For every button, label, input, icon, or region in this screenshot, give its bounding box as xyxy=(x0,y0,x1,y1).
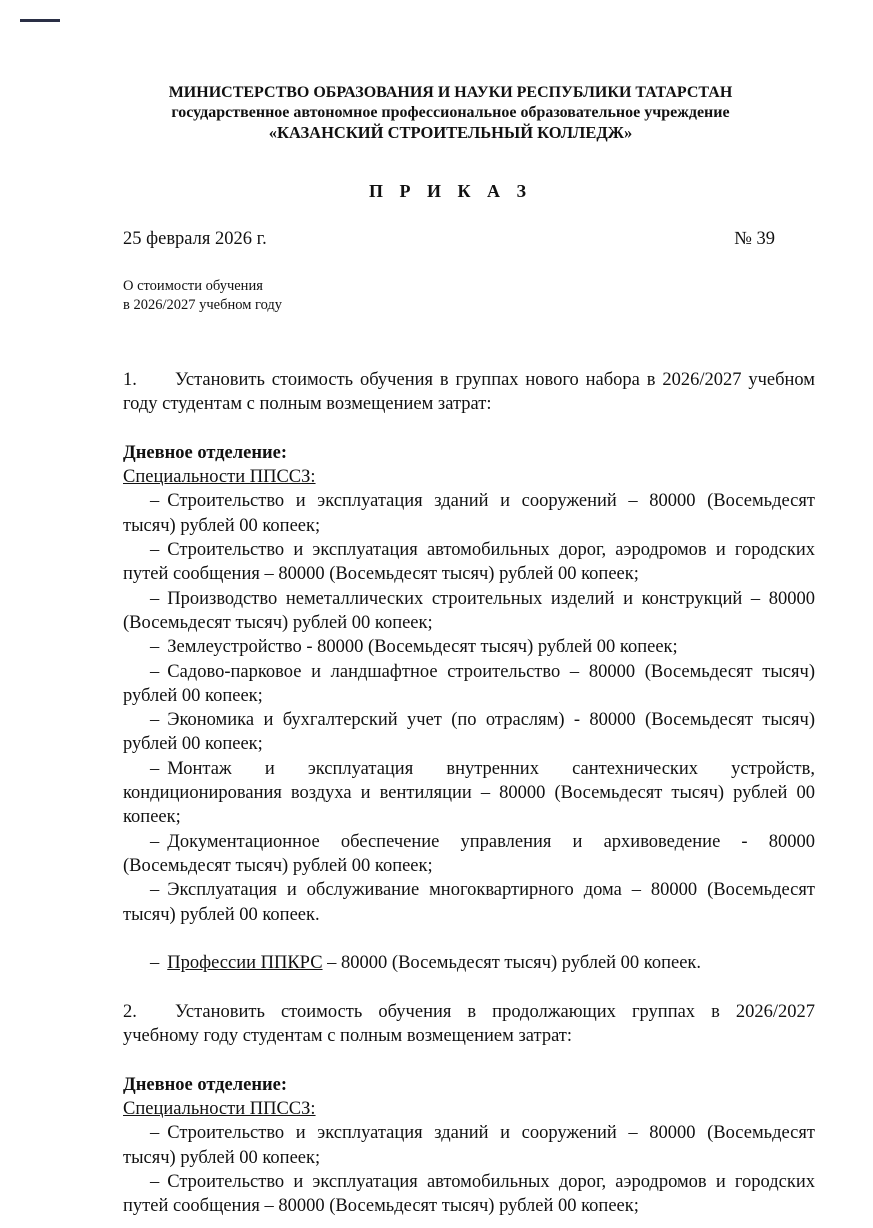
specialty-text: Экономика и бухгалтерский учет (по отраслям) - 80000 (Восемьдесят тысяч) рублей 00 копеек; xyxy=(123,710,815,755)
institution-type: государственное автономное профессиональное образовательное учреждение xyxy=(171,104,730,121)
group-heading: Специальности ППССЗ: xyxy=(123,1098,316,1119)
specialty-item xyxy=(123,489,815,538)
order-date: 25 февраля 2026 г. xyxy=(123,229,267,249)
specialty-text: Садово-парковое и ландшафтное строительство – 80000 (Восемьдесят тысяч) рублей 00 копеек; xyxy=(123,661,815,706)
department-heading: Дневное отделение: xyxy=(123,442,288,463)
dash: – xyxy=(150,953,160,974)
specialty-text: Землеустройство - 80000 (Восемьдесят тысяч) рублей 00 копеек; xyxy=(167,637,678,658)
specialty-item xyxy=(123,1170,815,1219)
order-number: № 39 xyxy=(734,229,775,249)
dash: – xyxy=(150,880,160,901)
dash: – xyxy=(150,1123,160,1144)
dash: – xyxy=(150,637,160,658)
section-1 xyxy=(123,368,815,975)
specialty-text: Эксплуатация и обслуживание многоквартирного дома – 80000 (Восемьдесят тысяч) рублей 00 копеек. xyxy=(123,880,815,925)
subject-line: О стоимости обучения xyxy=(123,278,263,294)
dash: – xyxy=(150,758,160,779)
specialty-item xyxy=(123,635,815,659)
specialty-item xyxy=(123,538,815,587)
specialty-text: Производство неметаллических строительных изделий и конструкций – 80000 (Восемьдесят тысяч) рублей 00 копеек; xyxy=(123,588,815,633)
section-2-paragraph xyxy=(123,1000,815,1049)
order-body xyxy=(123,368,815,1228)
specialty-text: Строительство и эксплуатация зданий и сооружений – 80000 (Восемьдесят тысяч) рублей 00 копеек; xyxy=(123,491,815,536)
specialty-item xyxy=(123,757,815,830)
specialty-text: Строительство и эксплуатация автомобильных дорог, аэродромов и городских путей сообщения – 80000 (Восемьдесят тысяч) рублей 00 копеек; xyxy=(123,1171,815,1217)
institution-name: «КАЗАНСКИЙ СТРОИТЕЛЬНЫЙ КОЛЛЕДЖ» xyxy=(268,123,633,142)
dash: – xyxy=(150,1171,160,1192)
section-number: 1. xyxy=(123,370,137,390)
specialty-text: Строительство и эксплуатация автомобильных дорог, аэродромов и городских путей сообщения – 80000 (Восемьдесят тысяч) рублей 00 копеек; xyxy=(123,540,815,585)
dash: – xyxy=(150,540,160,561)
section-2 xyxy=(123,1000,815,1219)
dash: – xyxy=(150,661,160,682)
section-1-paragraph xyxy=(123,368,815,417)
subject-line: в 2026/2027 учебном году xyxy=(123,297,283,313)
specialty-item xyxy=(123,587,815,636)
dash: – xyxy=(150,588,160,609)
department-heading: Дневное отделение: xyxy=(123,1074,288,1095)
specialty-text: Монтаж и эксплуатация внутренних сантехнических устройств, кондиционирования воздуха и вентиляции – 80000 (Восемьдесят тысяч) рублей 00 копеек; xyxy=(123,758,815,828)
specialty-list xyxy=(123,1121,815,1218)
specialty-item xyxy=(123,708,815,757)
professions-item xyxy=(123,951,815,975)
section-text: Установить стоимость обучения в продолжающих группах в 2026/2027 учебному году студентам с полным возмещением затрат: xyxy=(123,1001,815,1047)
specialty-item xyxy=(123,878,815,927)
document-title: П Р И К А З xyxy=(368,181,533,201)
professions-label: Профессии ППКРС xyxy=(167,953,323,974)
dash: – xyxy=(150,710,160,731)
specialty-text: Строительство и эксплуатация зданий и сооружений – 80000 (Восемьдесят тысяч) рублей 00 копеек; xyxy=(123,1123,815,1168)
order-subject xyxy=(123,277,282,315)
scan-mark xyxy=(20,19,60,22)
specialty-item xyxy=(123,1121,815,1170)
specialty-item xyxy=(123,660,815,709)
dash: – xyxy=(150,831,160,852)
specialty-text: Документационное обеспечение управления и архивоведение - 80000 (Восемьдесят тысяч) рублей 00 копеек; xyxy=(123,831,815,876)
group-heading: Специальности ППССЗ: xyxy=(123,467,316,488)
section-text: Установить стоимость обучения в группах нового набора в 2026/2027 учебном году студентам с полным возмещением затрат: xyxy=(123,370,815,415)
section-number: 2. xyxy=(123,1001,137,1022)
dash: – xyxy=(150,491,160,512)
professions-text: – 80000 (Восемьдесят тысяч) рублей 00 копеек. xyxy=(322,953,702,974)
specialty-list xyxy=(123,489,815,926)
specialty-item xyxy=(123,830,815,879)
ministry-heading: МИНИСТЕРСТВО ОБРАЗОВАНИЯ И НАУКИ РЕСПУБЛИКИ ТАТАРСТАН xyxy=(168,84,733,101)
